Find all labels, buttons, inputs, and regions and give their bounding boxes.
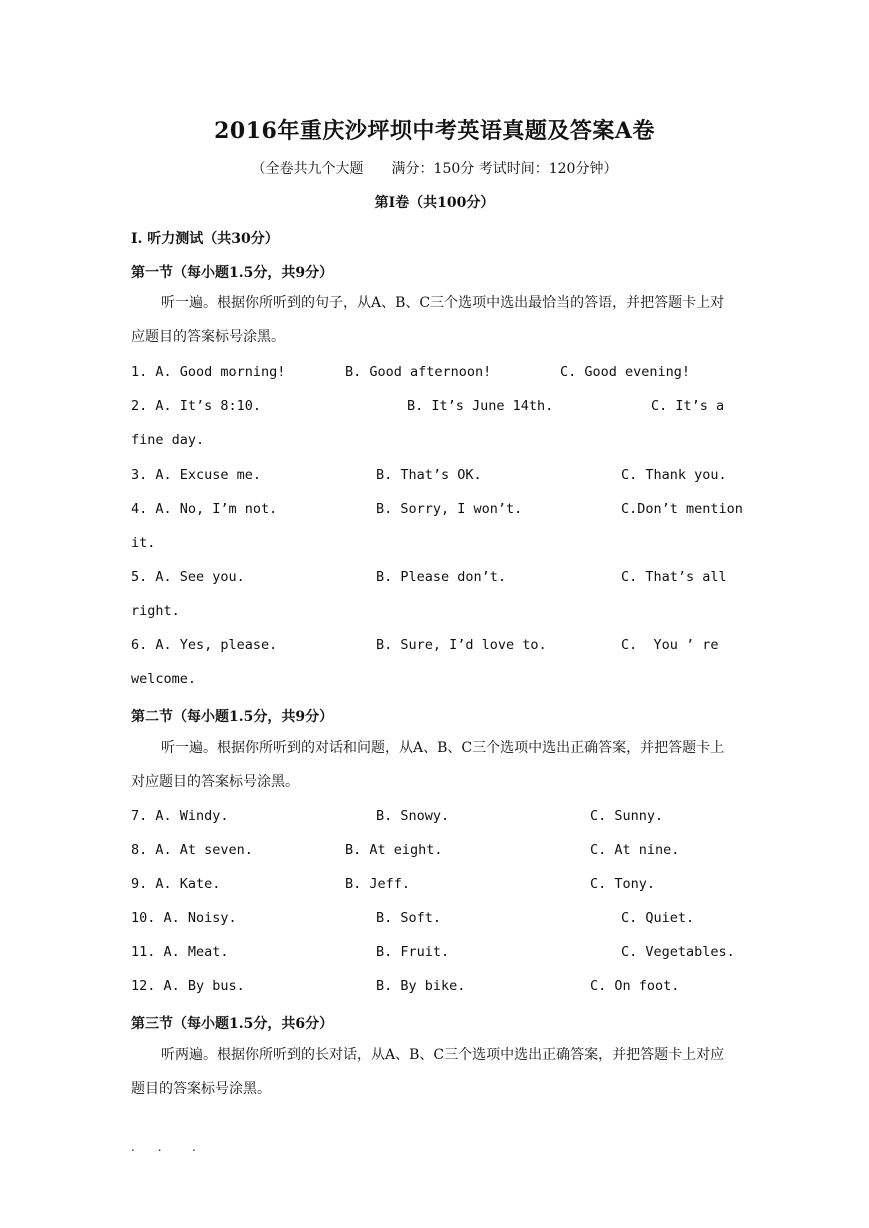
part-heading: I. 听力测试（共30分） [131, 231, 279, 247]
question-option-b: B. Snowy. [376, 808, 450, 824]
question-option-a: 6. A. Yes, please. [131, 637, 278, 653]
question-option-c: C. Tony. [590, 876, 656, 892]
question-option-c: C. At nine. [590, 842, 680, 858]
question-option-c: C. Good evening! [560, 364, 691, 380]
question-option-a: 1. A. Good morning! [131, 364, 286, 380]
question-option-b: B. Good afternoon! [345, 364, 492, 380]
question-option-c: C. Sunny. [590, 808, 664, 824]
question-continuation: welcome. [131, 671, 197, 687]
question-option-b: B. Fruit. [376, 944, 450, 960]
question-option-c: C. You ’ re [621, 637, 719, 653]
exam-info: （全卷共九个大题 满分：150分 考试时间：120分钟） [251, 161, 618, 177]
question-option-b: B. At eight. [345, 842, 443, 858]
question-option-a: 12. A. By bus. [131, 978, 245, 994]
question-option-c: C. On foot. [590, 978, 680, 994]
question-option-a: 4. A. No, I’m not. [131, 501, 278, 517]
question-option-b: B. That’s OK. [376, 467, 482, 483]
question-option-a: 10. A. Noisy. [131, 910, 237, 926]
section-instruction: 听一遍。根据你所听到的句子，从A、B、C三个选项中选出最恰当的答语，并把答题卡上对应题目的答案标号涂黑。 [131, 295, 725, 345]
footer-dots: . . . [131, 1140, 196, 1154]
question-continuation: it. [131, 535, 156, 551]
question-option-c: C. Thank you. [621, 467, 727, 483]
question-option-b: B. It’s June 14th. [407, 398, 554, 414]
section-heading: 第三节（每小题1.5分，共6分） [131, 1016, 334, 1032]
section-instruction: 听一遍。根据你所听到的对话和问题，从A、B、C三个选项中选出正确答案，并把答题卡上对应题目的答案标号涂黑。 [131, 740, 725, 790]
question-option-c: C. It’s a [651, 398, 725, 414]
question-option-a: 11. A. Meat. [131, 944, 229, 960]
question-option-a: 8. A. At seven. [131, 842, 253, 858]
page-title: 2016年重庆沙坪坝中考英语真题及答案A卷 [214, 118, 655, 144]
question-option-c: C. Quiet. [621, 910, 695, 926]
question-option-a: 2. A. It’s 8:10. [131, 398, 262, 414]
question-option-b: B. By bike. [376, 978, 466, 994]
question-option-b: B. Soft. [376, 910, 442, 926]
section-heading: 第一节（每小题1.5分，共9分） [131, 265, 334, 281]
question-option-b: B. Jeff. [345, 876, 411, 892]
section-instruction: 听两遍。根据你所听到的长对话，从A、B、C三个选项中选出正确答案，并把答题卡上对应题目的答案标号涂黑。 [131, 1047, 725, 1097]
question-option-a: 3. A. Excuse me. [131, 467, 262, 483]
question-option-a: 5. A. See you. [131, 569, 245, 585]
question-option-c: C.Don’t mention [621, 501, 743, 517]
question-option-c: C. That’s all [621, 569, 727, 585]
question-option-a: 9. A. Kate. [131, 876, 221, 892]
question-option-b: B. Sorry, I won’t. [376, 501, 523, 517]
question-option-b: B. Sure, I’d love to. [376, 637, 547, 653]
question-option-a: 7. A. Windy. [131, 808, 229, 824]
question-continuation: fine day. [131, 432, 205, 448]
volume-heading: 第Ⅰ卷（共100分） [374, 195, 495, 211]
section-heading: 第二节（每小题1.5分，共9分） [131, 709, 334, 725]
question-option-c: C. Vegetables. [621, 944, 735, 960]
question-option-b: B. Please don’t. [376, 569, 507, 585]
question-continuation: right. [131, 603, 180, 619]
